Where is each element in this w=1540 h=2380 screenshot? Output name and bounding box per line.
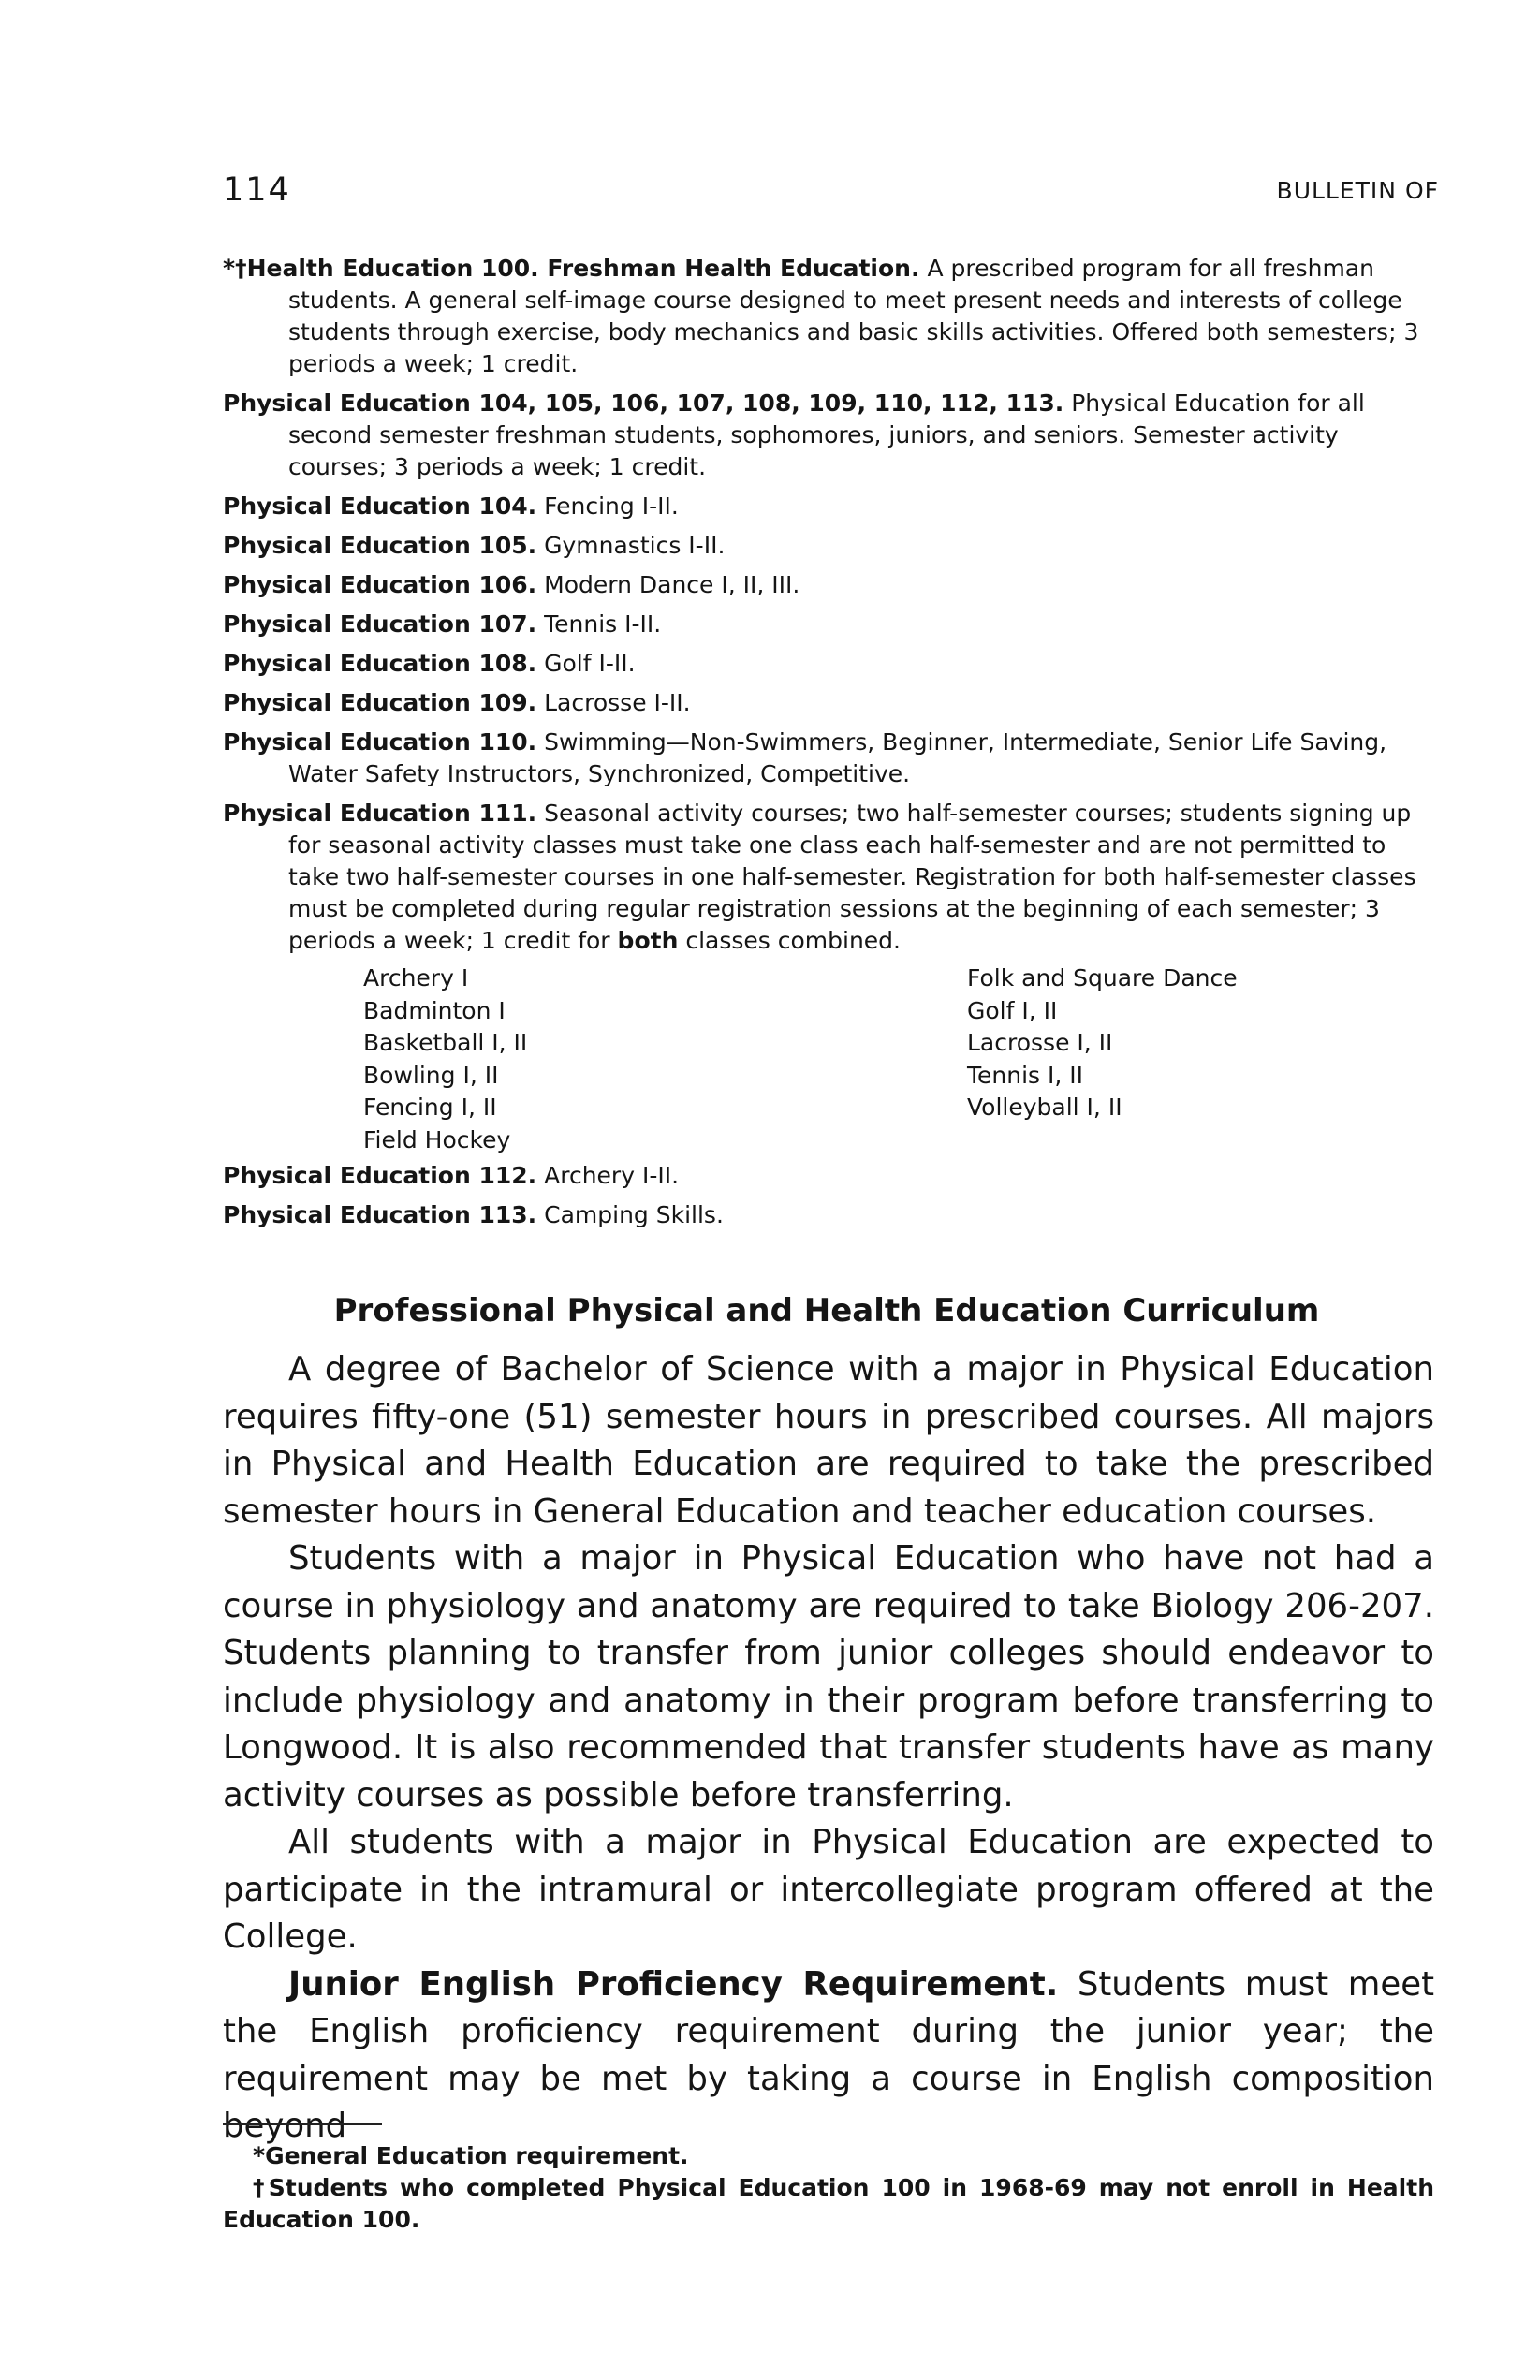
running-head: BULLETIN OF <box>1276 177 1439 204</box>
activity-item: Golf I, II <box>967 996 1058 1024</box>
course-title: Physical Education 113. <box>223 1201 537 1228</box>
activity-item: Lacrosse I, II <box>967 1029 1113 1056</box>
activity-item: Archery I <box>363 964 469 992</box>
course-entry-pe-108 <box>223 648 1434 680</box>
course-description: Physical Education for all second semester freshman students, sophomores, juniors, and seniors. Semester activity courses; 3 periods a week; 1 credit. <box>288 389 1365 480</box>
course-entry-pe-104 <box>223 491 1434 522</box>
course-description: Modern Dance I, II, III. <box>544 571 800 598</box>
paragraph-transfer-students: Students with a major in Physical Education who have not had a course in physiology and anatomy are required to take Biology 206-207. Students planning to transfer from junior colleges should endeavor to include physiology and anatomy in their program before transferring to Longwood. It is also recommended that transfer students have as many activity courses as possible before transferring. <box>223 1539 1434 1814</box>
course-title: Physical Education 104. <box>223 492 537 520</box>
course-description: Tennis I-II. <box>544 610 662 638</box>
course-catalog <box>223 253 1434 1239</box>
course-description: Golf I-II. <box>544 650 636 677</box>
course-entry-pe-109 <box>223 687 1434 719</box>
course-description: Lacrosse I-II. <box>544 689 691 716</box>
course-description: Swimming—Non-Swimmers, Beginner, Intermediate, Senior Life Saving, Water Safety Instructors, Synchronized, Competitive. <box>288 728 1387 787</box>
paragraph-intramural: All students with a major in Physical Education are expected to participate in the intramural or intercollegiate program offered at the College. <box>223 1823 1434 1956</box>
course-entry-pe-110 <box>223 727 1434 790</box>
course-description: A prescribed program for all freshman students. A general self-image course designed to meet present needs and interests of college students through exercise, body mechanics and basic skills activities. Offered both semesters; 3 periods a week; 1 credit. <box>288 255 1419 377</box>
course-entry-pe-group <box>223 388 1434 483</box>
footnote-health-education: †Students who completed Physical Education 100 in 1968-69 may not enroll in Health Education 100. <box>223 2174 1434 2233</box>
footnotes <box>223 2140 1434 2236</box>
page-number: 114 <box>223 171 291 209</box>
section-heading: Professional Physical and Health Education Curriculum <box>333 1292 1320 1330</box>
activity-column-left <box>363 962 527 1156</box>
course-description: Archery I-II. <box>544 1162 680 1189</box>
course-entry-pe-105 <box>223 530 1434 562</box>
activity-item: Folk and Square Dance <box>967 964 1238 992</box>
activity-item: Badminton I <box>363 996 506 1024</box>
course-title: Physical Education 104, 105, 106, 107, 108, 109, 110, 112, 113. <box>223 389 1064 417</box>
seasonal-activity-list <box>223 962 1434 1154</box>
paragraph-text: Students must meet the English proficiency requirement during the junior year; the requirement may be met by taking a course in English composition beyond <box>223 1964 1434 2145</box>
course-title: Physical Education 108. <box>223 650 537 677</box>
course-title: Physical Education 105. <box>223 532 537 559</box>
course-entry-health-100 <box>223 253 1434 380</box>
paragraph-english-proficiency <box>223 1961 1434 2151</box>
course-title: Physical Education 111. <box>223 800 537 827</box>
course-description-emphasis: both <box>617 927 679 954</box>
footnote-divider <box>223 2123 382 2125</box>
course-entry-pe-107 <box>223 609 1434 640</box>
course-entry-pe-106 <box>223 569 1434 601</box>
footnote-general-education: *General Education requirement. <box>253 2142 689 2169</box>
course-entry-pe-111 <box>223 798 1434 957</box>
activity-item: Bowling I, II <box>363 1061 499 1089</box>
course-title: *†Health Education 100. Freshman Health Education. <box>223 255 920 282</box>
course-description: Camping Skills. <box>544 1201 724 1228</box>
paragraph-degree-requirements: A degree of Bachelor of Science with a major in Physical Education requires fifty-one (51) semester hours in prescribed courses. All majors in Physical and Health Education are required to take the prescribed semester hours in General Education and teacher education courses. <box>223 1350 1434 1531</box>
activity-item: Field Hockey <box>363 1125 511 1153</box>
activity-item: Tennis I, II <box>967 1061 1084 1089</box>
activity-item: Fencing I, II <box>363 1094 497 1121</box>
course-title: Physical Education 107. <box>223 610 537 638</box>
activity-item: Basketball I, II <box>363 1029 528 1056</box>
course-description-end: classes combined. <box>685 927 901 954</box>
course-entry-pe-112 <box>223 1160 1434 1192</box>
course-title: Physical Education 109. <box>223 689 537 716</box>
activity-column-right <box>967 962 1238 1124</box>
course-title: Physical Education 112. <box>223 1162 537 1189</box>
course-title: Physical Education 106. <box>223 571 537 598</box>
curriculum-body <box>223 1346 1434 2151</box>
course-entry-pe-113 <box>223 1199 1434 1231</box>
activity-item: Volleyball I, II <box>967 1094 1122 1121</box>
course-description: Gymnastics I-II. <box>544 532 726 559</box>
course-description: Fencing I-II. <box>544 492 679 520</box>
course-title: Physical Education 110. <box>223 728 537 756</box>
course-description: Seasonal activity courses; two half-semester courses; students signing up for seasonal activity classes must take one class each half-semester and are not permitted to take two half-semester courses in one half-semester. Registration for both half-semester classes must be completed during regular registration sessions at the beginning of each semester; 3 periods a week; 1 credit for <box>288 800 1416 954</box>
page-header <box>223 171 1439 213</box>
paragraph-run-in-title: Junior English Proficiency Requirement. <box>288 1964 1059 2004</box>
